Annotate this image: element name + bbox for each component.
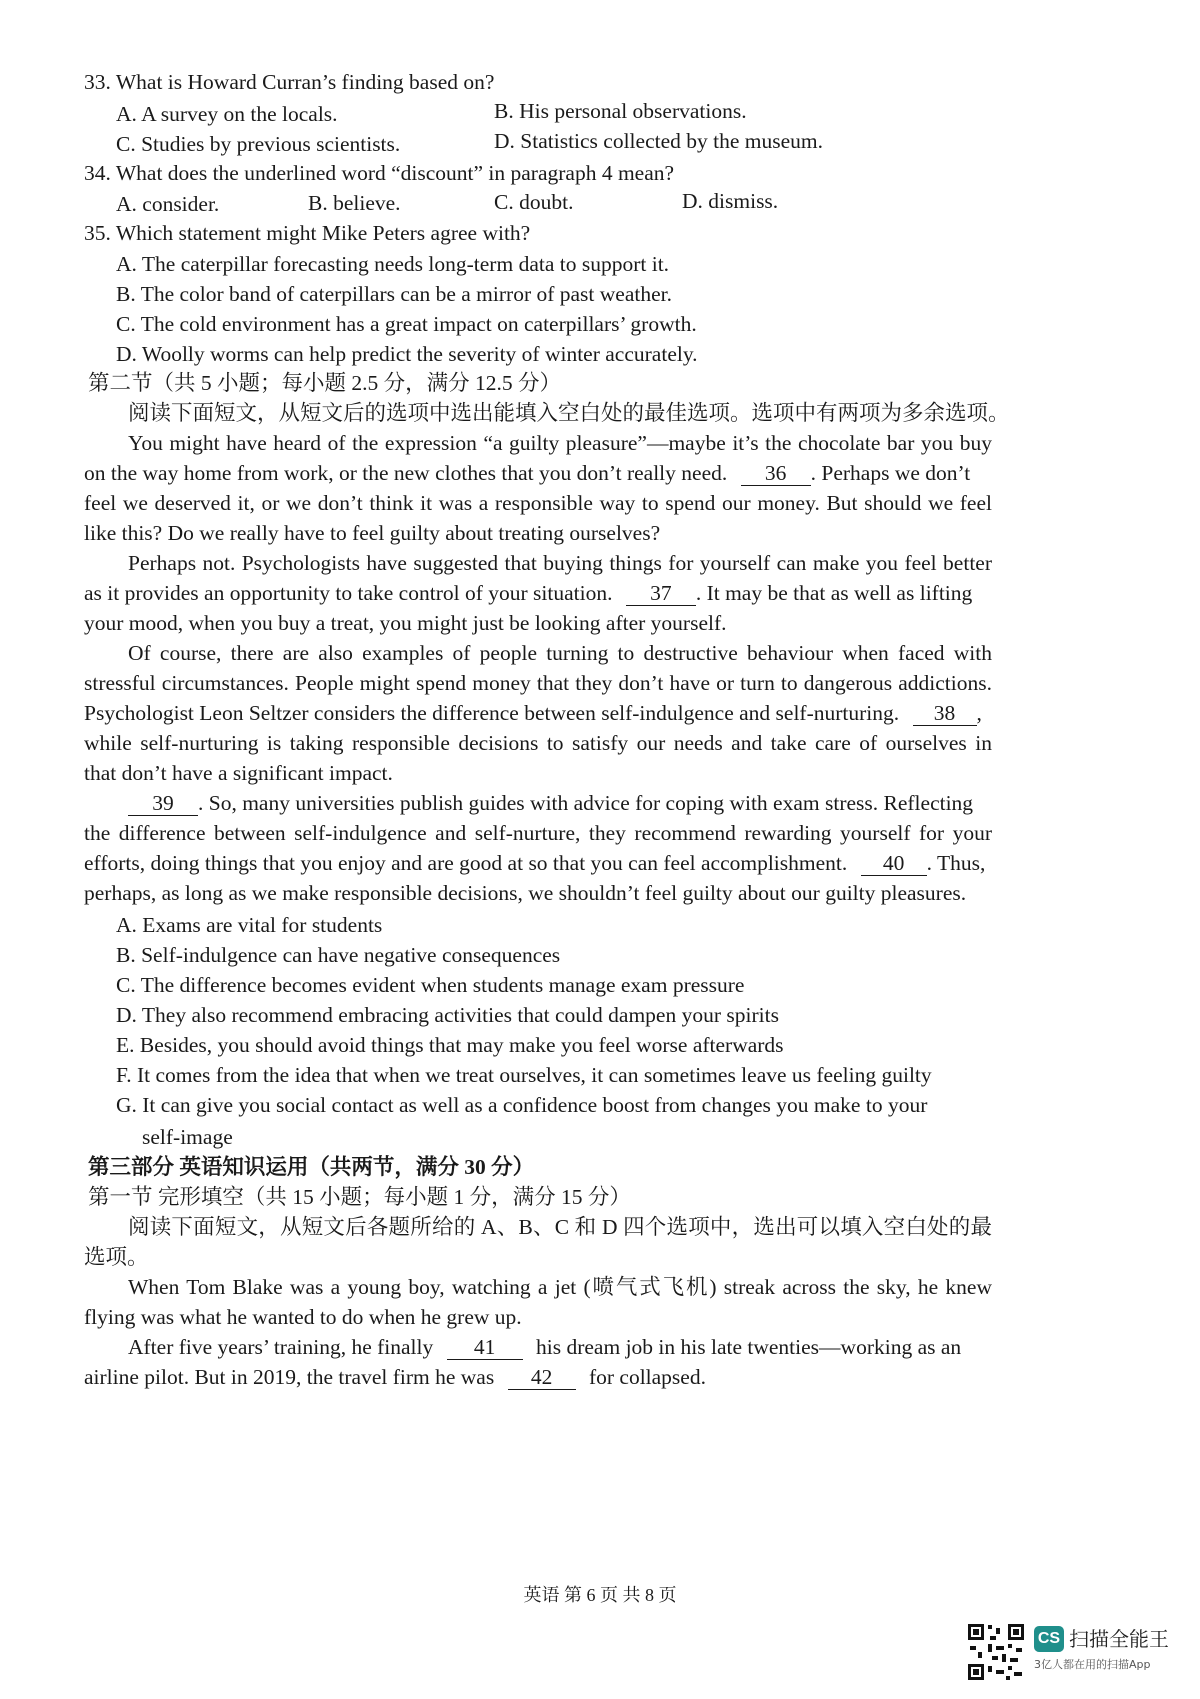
passage-p2-line1: Perhaps not. Psychologists have suggested that buying things for yourself can make you feel better [128,551,992,575]
camscanner-tagline: 3亿人都在用的扫描App [1034,1658,1151,1671]
section2-heading: 第二节（共 5 小题；每小题 2.5 分，满分 12.5 分） [88,371,562,395]
camscanner-name: 扫描全能王 [1069,1627,1169,1651]
passage-text: as it provides an opportunity to take control of your situation. [84,581,613,605]
passage-p4-line1 [128,788,973,818]
q34-option-d: D. dismiss. [682,189,779,213]
q33-stem: 33. What is Howard Curran’s finding based on? [84,70,495,94]
passage-p2-line3: your mood, when you buy a treat, you might just be looking after yourself. [84,611,727,635]
q34-option-a: A. consider. [116,192,220,216]
passage-p1-line4: like this? Do we really have to feel guilty about treating ourselves? [84,521,661,545]
passage-text: . It may be that as well as lifting [695,581,973,605]
passage-p4-line3 [84,848,985,878]
option-g-continued: self-image [142,1125,233,1149]
blank-41: 41 [447,1335,523,1360]
option-f: F. It comes from the idea that when we treat ourselves, it can sometimes leave us feeling guilty [116,1063,932,1087]
cloze-p2-line1 [128,1332,961,1362]
blank-38: 38 [913,701,977,726]
q34-option-b: B. believe. [308,191,401,215]
passage-text: efforts, doing things that you enjoy and are good at so that you can feel accomplishment. [84,851,848,875]
cloze-p1-line2: flying was what he wanted to do when he grew up. [84,1305,522,1329]
option-a: A. Exams are vital for students [116,913,383,937]
part3-instruction-line2: 选项。 [84,1245,149,1269]
option-e: E. Besides, you should avoid things that may make you feel worse afterwards [116,1033,784,1057]
passage-text: for collapsed. [588,1365,706,1389]
camscanner-logo: CS [1034,1626,1064,1652]
passage-text: , [976,701,982,725]
option-b: B. Self-indulgence can have negative consequences [116,943,561,967]
blank-40: 40 [861,851,927,876]
q34-option-c: C. doubt. [494,190,574,214]
passage-text: . Perhaps we don’t [810,461,971,485]
q33-option-a: A. A survey on the locals. [116,102,338,126]
q35-option-d: D. Woolly worms can help predict the severity of winter accurately. [116,342,698,366]
passage-text: on the way home from work, or the new clothes that you don’t really need. [84,461,728,485]
cloze-p1-line1: When Tom Blake was a young boy, watching a jet (喷气式飞机) streak across the sky, he knew [128,1275,992,1299]
passage-text: his dream job in his late twenties—working as an [536,1335,962,1359]
passage-p1-line1: You might have heard of the expression “a guilty pleasure”—maybe it’s the chocolate bar you buy [128,431,992,455]
passage-p4-line4: perhaps, as long as we make responsible decisions, we shouldn’t feel guilty about our guilty pleasures. [84,881,967,905]
q35-option-a: A. The caterpillar forecasting needs long-term data to support it. [116,252,670,276]
part3-instruction-line1: 阅读下面短文，从短文后各题所给的 A、B、C 和 D 四个选项中，选出可以填入空白处的最 [128,1215,992,1239]
blank-42: 42 [508,1365,576,1390]
blank-36: 36 [741,461,811,486]
q35-option-c: C. The cold environment has a great impact on caterpillars’ growth. [116,312,697,336]
passage-p3-line2: stressful circumstances. People might spend money that they don’t have or turn to dangerous addictions. [84,671,992,695]
passage-p3-line1: Of course, there are also examples of people turning to destructive behaviour when faced with [128,641,992,665]
cloze-p2-line2 [84,1362,706,1392]
passage-p3-line4: while self-nurturing is taking responsible decisions to satisfy our needs and take care of ourselves in [84,731,992,755]
q35-stem: 35. Which statement might Mike Peters agree with? [84,221,531,245]
passage-text: . Thus, [926,851,986,875]
blank-39: 39 [128,791,198,816]
q35-option-b: B. The color band of caterpillars can be a mirror of past weather. [116,282,672,306]
part3-sub-heading: 第一节 完形填空（共 15 小题；每小题 1 分，满分 15 分） [88,1185,631,1209]
passage-p1-line3: feel we deserved it, or we don’t think it was a responsible way to spend our money. But should we feel [84,491,992,515]
option-g: G. It can give you social contact as well as a confidence boost from changes you make to your [116,1093,928,1117]
passage-p3-line3 [84,698,982,728]
passage-p4-line2: the difference between self-indulgence and self-nurture, they recommend rewarding yourself for your [84,821,992,845]
page-footer: 英语 第 6 页 共 8 页 [523,1585,677,1605]
qr-code-icon [966,1622,1026,1682]
q33-option-d: D. Statistics collected by the museum. [494,129,824,153]
q33-option-c: C. Studies by previous scientists. [116,132,401,156]
passage-text: airline pilot. But in 2019, the travel firm he was [84,1365,495,1389]
passage-text: After five years’ training, he finally [128,1335,434,1359]
option-d: D. They also recommend embracing activities that could dampen your spirits [116,1003,779,1027]
blank-37: 37 [626,581,696,606]
passage-text: Psychologist Leon Seltzer considers the difference between self-indulgence and self-nurturing. [84,701,900,725]
q33-option-b: B. His personal observations. [494,99,747,123]
passage-text: . So, many universities publish guides with advice for coping with exam stress. Reflecting [198,791,974,815]
passage-p3-line5: that don’t have a significant impact. [84,761,393,785]
section2-instruction: 阅读下面短文，从短文后的选项中选出能填入空白处的最佳选项。选项中有两项为多余选项。 [128,401,1010,425]
part3-heading: 第三部分 英语知识运用（共两节，满分 30 分） [88,1155,535,1179]
passage-p2-line2 [84,578,972,608]
q34-stem: 34. What does the underlined word “discount” in paragraph 4 mean? [84,161,675,185]
passage-p1-line2 [84,458,970,488]
option-c: C. The difference becomes evident when students manage exam pressure [116,973,745,997]
